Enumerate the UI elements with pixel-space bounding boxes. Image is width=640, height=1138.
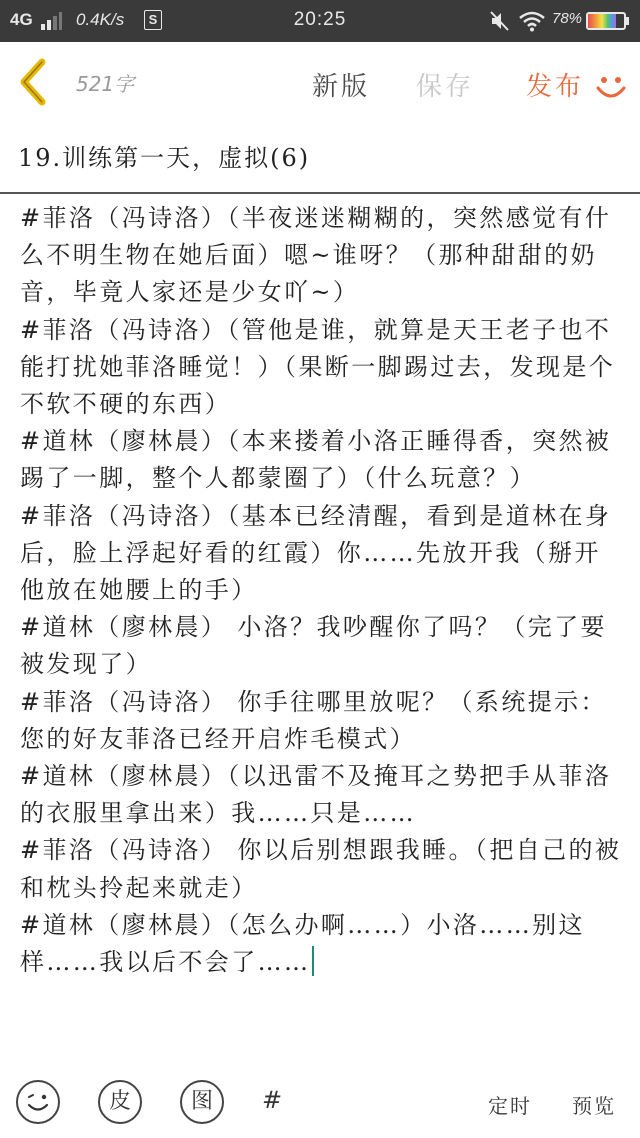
editor-toolbar — [0, 42, 640, 122]
schedule-button[interactable]: 定时 — [488, 1094, 532, 1118]
battery-percent: 78% — [552, 10, 583, 27]
wifi-icon — [518, 10, 546, 32]
new-version-button[interactable]: 新版 — [312, 72, 371, 102]
publish-button[interactable]: 发布 — [526, 72, 585, 102]
body-paragraph: #道林（廖林晨）（本来搂着小洛正睡得香，突然被踢了一脚，整个人都蒙圈了）（什么玩意？） — [20, 427, 612, 493]
chapter-title-input[interactable]: 19.训练第一天，虚拟(6) — [18, 144, 311, 172]
s-badge-icon: S — [144, 10, 162, 30]
clock: 20:25 — [293, 9, 347, 30]
body-paragraph: #菲洛（冯诗洛）（管他是谁，就算是天王老子也不能打扰她菲洛睡觉！）（果断一脚踢过去，发现是个不软不硬的东西） — [20, 315, 616, 419]
hashtag-button[interactable]: # — [262, 1086, 283, 1114]
wink-face-icon — [18, 1082, 58, 1122]
body-paragraph: #道林（廖林晨）（以迅雷不及掩耳之势把手从菲洛的衣服里拿出来）我……只是…… — [20, 762, 612, 828]
word-count: 521字 — [76, 72, 135, 96]
body-paragraph: #菲洛（冯诗洛） 你手往哪里放呢？（系统提示：您的好友菲洛已经开启炸毛模式） — [20, 687, 607, 753]
body-paragraph: #菲洛（冯诗洛）（半夜迷迷糊糊的，突然感觉有什么不明生物在她后面）嗯~谁呀？（那种甜甜的奶音，毕竟人家还是少女吖~） — [20, 204, 612, 307]
back-arrow-icon[interactable] — [14, 56, 54, 108]
title-divider — [0, 192, 640, 194]
bottom-toolbar — [0, 1068, 640, 1138]
body-paragraph-text: #道林（廖林晨）（怎么办啊……）小洛……别这样……我以后不会了…… — [20, 910, 585, 977]
image-button[interactable]: 图 — [180, 1080, 224, 1124]
battery-fill — [588, 14, 616, 28]
battery-icon — [586, 12, 626, 30]
skin-button[interactable]: 皮 — [98, 1080, 142, 1124]
status-bar — [0, 0, 640, 42]
network-type: 4G — [10, 10, 33, 29]
emoji-button[interactable] — [16, 1080, 60, 1124]
body-paragraph: #道林（廖林晨） 小洛？我吵醒你了吗？（完了要被发现了） — [20, 613, 607, 679]
preview-button[interactable]: 预览 — [572, 1094, 616, 1118]
chapter-body-editor[interactable] — [20, 200, 622, 981]
smile-icon — [594, 70, 628, 104]
network-speed: 0.4K/s — [76, 10, 125, 29]
body-paragraph: #菲洛（冯诗洛） 你以后别想跟我睡。（把自己的被和枕头拎起来就走） — [20, 836, 622, 902]
body-paragraph: #菲洛（冯诗洛）（基本已经清醒，看到是道林在身后，脸上浮起好看的红霞）你……先放开我（掰开他放在她腰上的手） — [20, 501, 612, 605]
battery-tip — [626, 17, 629, 25]
save-button[interactable]: 保存 — [416, 72, 475, 102]
text-cursor — [312, 946, 314, 976]
mute-icon — [488, 10, 510, 32]
body-paragraph-last — [20, 907, 622, 981]
